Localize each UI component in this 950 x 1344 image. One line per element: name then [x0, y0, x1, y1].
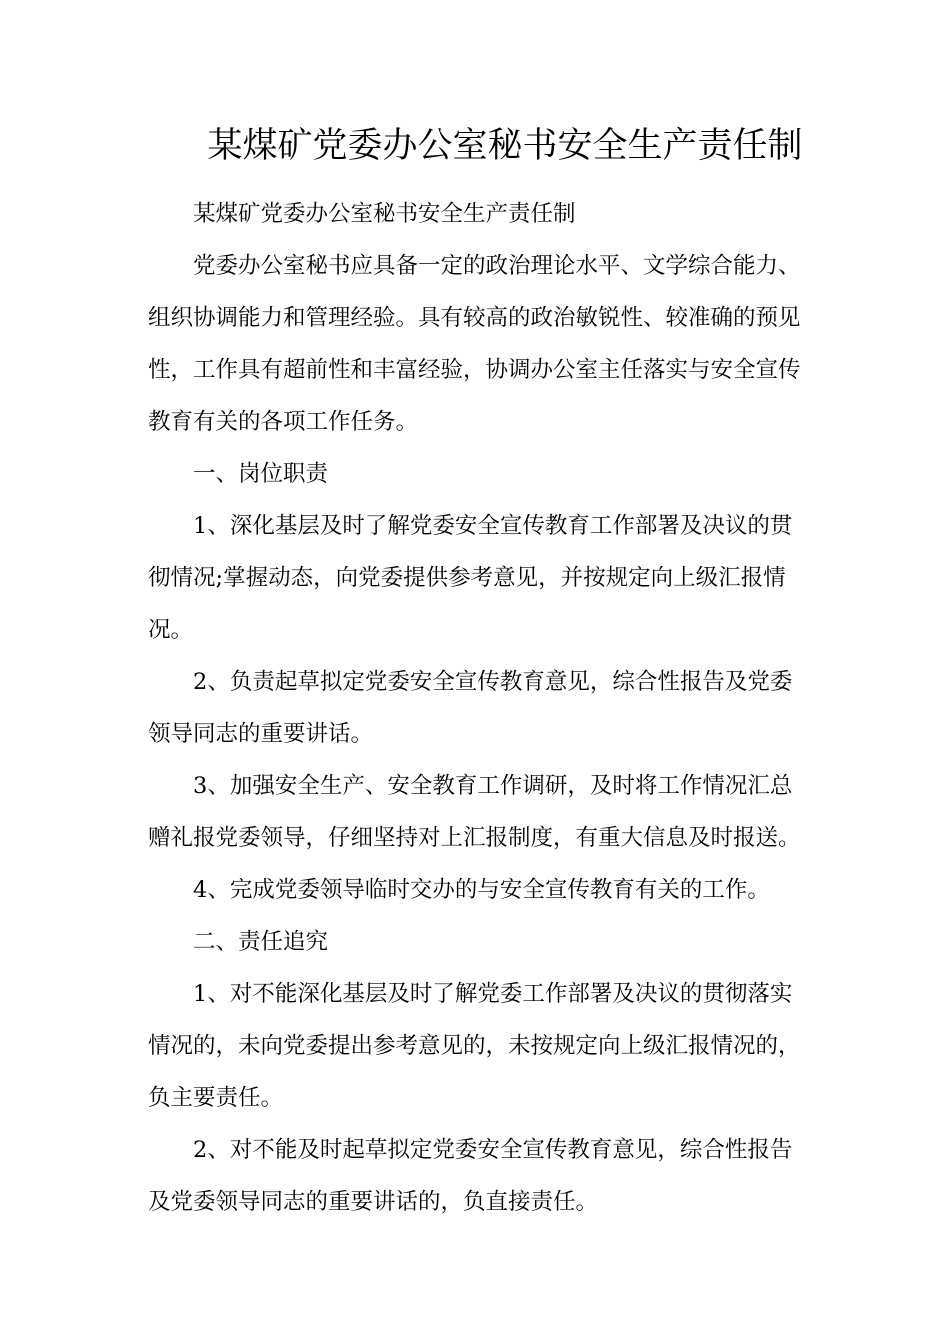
text-line: 彻情况;掌握动态，向党委提供参考意见，并按规定向上级汇报情 — [148, 565, 786, 591]
paragraph — [148, 240, 808, 448]
paragraph — [148, 656, 808, 760]
paragraph — [148, 864, 808, 916]
text-line: 赠礼报党委领导，仔细坚持对上汇报制度，有重大信息及时报送。 — [148, 825, 801, 851]
paragraph — [148, 1124, 808, 1228]
paragraph — [148, 760, 808, 864]
text-line: 情况的，未向党委提出参考意见的，未按规定向上级汇报情况的， — [148, 1033, 801, 1059]
text-line: 一、岗位职责 — [193, 461, 329, 487]
text-line: 某煤矿党委办公室秘书安全生产责任制 — [193, 201, 576, 227]
text-line: 2、负责起草拟定党委安全宣传教育意见，综合性报告及党委 — [193, 669, 793, 695]
text-line: 况。 — [148, 617, 194, 643]
text-line: 二、责任追究 — [193, 929, 329, 955]
text-line: 4、完成党委领导临时交办的与安全宣传教育有关的工作。 — [193, 877, 770, 903]
document-body — [148, 188, 808, 1228]
text-line: 3、加强安全生产、安全教育工作调研，及时将工作情况汇总 — [193, 773, 793, 799]
paragraph — [148, 500, 808, 656]
text-line: 1、深化基层及时了解党委安全宣传教育工作部署及决议的贯 — [193, 513, 793, 539]
text-line: 党委办公室秘书应具备一定的政治理论水平、文学综合能力、 — [193, 253, 801, 279]
text-line: 2、对不能及时起草拟定党委安全宣传教育意见，综合性报告 — [193, 1137, 793, 1163]
text-line: 教育有关的各项工作任务。 — [148, 409, 419, 435]
text-line: 组织协调能力和管理经验。具有较高的政治敏锐性、较准确的预见 — [148, 305, 801, 331]
section-heading — [148, 448, 808, 500]
document-title: 某煤矿党委办公室秘书安全生产责任制 — [207, 126, 803, 166]
text-line: 负主要责任。 — [148, 1085, 284, 1111]
paragraph — [148, 188, 808, 240]
text-line: 性，工作具有超前性和丰富经验，协调办公室主任落实与安全宣传 — [148, 357, 801, 383]
text-line: 及党委领导同志的重要讲话的，负直接责任。 — [148, 1189, 599, 1215]
paragraph — [148, 968, 808, 1124]
text-line: 领导同志的重要讲话。 — [148, 721, 374, 747]
text-line: 1、对不能深化基层及时了解党委工作部署及决议的贯彻落实 — [193, 981, 793, 1007]
section-heading — [148, 916, 808, 968]
